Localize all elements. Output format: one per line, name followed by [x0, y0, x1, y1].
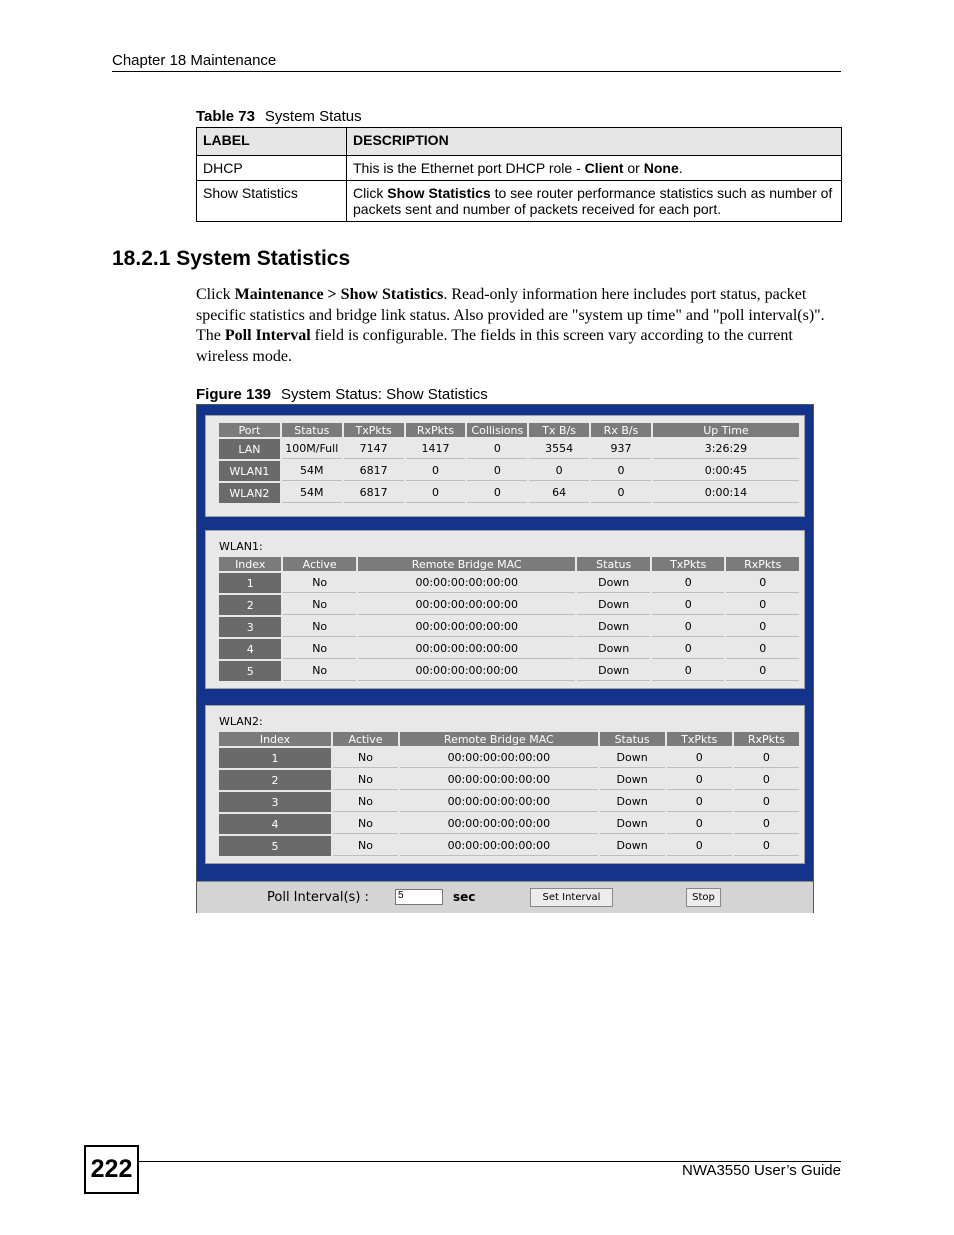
- port-stats-cell: 6817: [344, 483, 404, 503]
- row-description: [347, 156, 842, 181]
- port-stats-cell: 100M/Full: [282, 439, 342, 459]
- desc-text: This is the Ethernet port DHCP role -: [353, 160, 585, 176]
- wlan2-row-header: 4: [219, 814, 331, 834]
- table-row: [219, 573, 799, 593]
- wlan1-cell: No: [283, 661, 356, 681]
- wlan2-col-header: RxPkts: [734, 732, 799, 746]
- wlan1-cell: Down: [577, 661, 650, 681]
- port-stats-col-header: Rx B/s: [591, 423, 651, 437]
- poll-interval-label: Poll Interval(s) :: [267, 890, 369, 905]
- wlan2-col-header: Status: [600, 732, 665, 746]
- wlan1-cell: 0: [652, 617, 725, 637]
- section-title: 18.2.1 System Statistics: [112, 247, 351, 270]
- wlan1-row-header: 2: [219, 595, 281, 615]
- table-row: [219, 595, 799, 615]
- desc-text: or: [623, 160, 644, 176]
- para-bold: Maintenance > Show Statistics: [234, 286, 444, 303]
- port-stats-cell: 0: [467, 461, 527, 481]
- wlan1-cell: 0: [726, 639, 799, 659]
- wlan2-cell: 0: [667, 792, 732, 812]
- port-stats-cell: 0: [529, 461, 589, 481]
- wlan2-cell: No: [333, 836, 398, 856]
- desc-text: Click: [353, 185, 388, 201]
- para-bold: Poll Interval: [224, 327, 311, 344]
- wlan2-label: WLAN2:: [219, 715, 263, 728]
- desc-bold: None: [643, 160, 679, 176]
- wlan1-col-header: Active: [283, 557, 356, 571]
- wlan2-cell: 0: [667, 748, 732, 768]
- wlan1-cell: Down: [577, 573, 650, 593]
- port-stats-col-header: Port: [219, 423, 280, 437]
- wlan2-cell: 00:00:00:00:00:00: [400, 748, 597, 768]
- wlan2-cell: Down: [600, 792, 665, 812]
- header-rule: [112, 71, 841, 72]
- port-stats-cell: 0: [406, 461, 466, 481]
- table-row: [197, 156, 842, 181]
- port-stats-cell: 3:26:29: [653, 439, 799, 459]
- port-stats-col-header: Status: [282, 423, 342, 437]
- wlan1-cell: No: [283, 617, 356, 637]
- table-row: [219, 483, 799, 503]
- wlan1-label: WLAN1:: [219, 540, 263, 553]
- figure-caption-number: Figure 139: [196, 386, 272, 403]
- port-stats-table: [217, 421, 801, 505]
- port-stats-cell: 937: [591, 439, 651, 459]
- wlan1-cell: No: [283, 573, 356, 593]
- table-caption-number: Table 73: [196, 108, 255, 125]
- row-description: [347, 181, 842, 222]
- para-text: Click: [196, 286, 235, 303]
- port-stats-col-header: Tx B/s: [529, 423, 589, 437]
- port-stats-header-row: [219, 423, 799, 437]
- wlan1-panel: [205, 530, 805, 689]
- port-stats-cell: 3554: [529, 439, 589, 459]
- port-stats-row-header: WLAN2: [219, 483, 280, 503]
- wlan2-cell: 00:00:00:00:00:00: [400, 770, 597, 790]
- table-row: [219, 439, 799, 459]
- port-stats-cell: 6817: [344, 461, 404, 481]
- table-row: [219, 461, 799, 481]
- port-stats-row-header: WLAN1: [219, 461, 280, 481]
- port-stats-col-header: Collisions: [467, 423, 527, 437]
- desc-text: to see router performance statistics such as number of packets sent and number of packets received for each port.: [353, 185, 833, 217]
- wlan2-header-row: [219, 732, 799, 746]
- wlan1-col-header: RxPkts: [726, 557, 799, 571]
- wlan1-cell: 0: [726, 595, 799, 615]
- wlan2-cell: 0: [734, 792, 799, 812]
- wlan1-col-header: Remote Bridge MAC: [358, 557, 576, 571]
- port-stats-cell: 0: [591, 461, 651, 481]
- poll-unit-label: sec: [453, 890, 476, 904]
- col-description-header: DESCRIPTION: [347, 128, 842, 156]
- port-stats-cell: 0: [467, 483, 527, 503]
- wlan2-cell: 0: [734, 748, 799, 768]
- wlan1-row-header: 5: [219, 661, 281, 681]
- system-status-table: [196, 127, 842, 222]
- wlan1-cell: 0: [652, 661, 725, 681]
- wlan1-cell: 0: [652, 595, 725, 615]
- wlan1-row-header: 3: [219, 617, 281, 637]
- wlan2-cell: 00:00:00:00:00:00: [400, 836, 597, 856]
- port-stats-col-header: TxPkts: [344, 423, 404, 437]
- row-label: DHCP: [197, 156, 347, 181]
- port-stats-cell: 0:00:14: [653, 483, 799, 503]
- wlan1-row-header: 4: [219, 639, 281, 659]
- wlan1-cell: 0: [726, 661, 799, 681]
- wlan1-cell: 00:00:00:00:00:00: [358, 617, 576, 637]
- wlan2-bridge-table: [217, 730, 801, 858]
- figure-caption: [196, 386, 488, 403]
- table-row: [219, 814, 799, 834]
- wlan2-cell: 0: [734, 770, 799, 790]
- table-caption-title: System Status: [264, 108, 362, 125]
- wlan2-cell: Down: [600, 814, 665, 834]
- wlan2-row-header: 2: [219, 770, 331, 790]
- show-statistics-screenshot: [196, 404, 814, 913]
- table-row: [219, 661, 799, 681]
- wlan1-cell: 00:00:00:00:00:00: [358, 639, 576, 659]
- set-interval-button[interactable]: Set Interval: [530, 888, 613, 907]
- wlan2-cell: No: [333, 770, 398, 790]
- wlan2-cell: No: [333, 792, 398, 812]
- wlan1-col-header: Index: [219, 557, 281, 571]
- row-label: Show Statistics: [197, 181, 347, 222]
- wlan1-cell: No: [283, 639, 356, 659]
- wlan2-row-header: 5: [219, 836, 331, 856]
- port-stats-cell: 0: [406, 483, 466, 503]
- wlan2-cell: No: [333, 814, 398, 834]
- poll-interval-input[interactable]: 5: [395, 889, 443, 905]
- table-row: [219, 748, 799, 768]
- figure-caption-title: System Status: Show Statistics: [281, 386, 488, 403]
- wlan1-cell: Down: [577, 617, 650, 637]
- table-row: [219, 836, 799, 856]
- stop-button[interactable]: Stop: [686, 888, 721, 907]
- wlan2-row-header: 3: [219, 792, 331, 812]
- guide-title: NWA3550 User’s Guide: [682, 1162, 841, 1179]
- table-row: [219, 617, 799, 637]
- table-row: [197, 181, 842, 222]
- wlan2-cell: 0: [667, 836, 732, 856]
- wlan1-header-row: [219, 557, 799, 571]
- port-stats-cell: 7147: [344, 439, 404, 459]
- port-stats-col-header: Up Time: [653, 423, 799, 437]
- table-header-row: [197, 128, 842, 156]
- wlan2-col-header: Active: [333, 732, 398, 746]
- page-number: 222: [84, 1145, 139, 1194]
- port-stats-cell: 1417: [406, 439, 466, 459]
- port-stats-cell: 54M: [282, 461, 342, 481]
- wlan2-cell: Down: [600, 770, 665, 790]
- port-stats-cell: 64: [529, 483, 589, 503]
- col-label-header: LABEL: [197, 128, 347, 156]
- wlan2-cell: 0: [734, 814, 799, 834]
- wlan1-cell: 0: [652, 573, 725, 593]
- desc-bold: Show Statistics: [387, 185, 491, 201]
- wlan2-cell: 0: [734, 836, 799, 856]
- wlan1-cell: Down: [577, 595, 650, 615]
- wlan1-cell: 0: [726, 617, 799, 637]
- wlan2-cell: Down: [600, 836, 665, 856]
- table-caption: [196, 108, 362, 125]
- wlan2-cell: No: [333, 748, 398, 768]
- table-row: [219, 770, 799, 790]
- wlan1-cell: 00:00:00:00:00:00: [358, 661, 576, 681]
- table-row: [219, 792, 799, 812]
- wlan1-col-header: Status: [577, 557, 650, 571]
- wlan2-cell: 0: [667, 770, 732, 790]
- wlan2-col-header: Index: [219, 732, 331, 746]
- port-stats-panel: [205, 415, 805, 517]
- wlan2-row-header: 1: [219, 748, 331, 768]
- wlan1-cell: No: [283, 595, 356, 615]
- wlan1-col-header: TxPkts: [652, 557, 725, 571]
- wlan2-cell: Down: [600, 748, 665, 768]
- table-row: [219, 639, 799, 659]
- port-stats-row-header: LAN: [219, 439, 280, 459]
- wlan2-col-header: Remote Bridge MAC: [400, 732, 597, 746]
- para-text: field is configurable. The fields in this screen vary according to the current wireless mode.: [196, 327, 793, 365]
- wlan2-cell: 0: [667, 814, 732, 834]
- wlan1-cell: 0: [726, 573, 799, 593]
- port-stats-cell: 0: [467, 439, 527, 459]
- wlan1-cell: 00:00:00:00:00:00: [358, 573, 576, 593]
- chapter-header: Chapter 18 Maintenance: [112, 52, 277, 69]
- section-paragraph: [196, 285, 842, 367]
- poll-interval-bar: [197, 881, 813, 913]
- wlan2-cell: 00:00:00:00:00:00: [400, 792, 597, 812]
- wlan1-cell: 0: [652, 639, 725, 659]
- wlan1-cell: 00:00:00:00:00:00: [358, 595, 576, 615]
- wlan1-row-header: 1: [219, 573, 281, 593]
- port-stats-col-header: RxPkts: [406, 423, 466, 437]
- wlan2-panel: [205, 705, 805, 864]
- desc-text: .: [678, 160, 683, 176]
- para-text: . Read-only information here includes port status, packet specific statistics and bridge link status. Also provided are "system up time" and "poll interval(s)". The: [196, 286, 825, 344]
- port-stats-cell: 0:00:45: [653, 461, 799, 481]
- port-stats-cell: 54M: [282, 483, 342, 503]
- port-stats-cell: 0: [591, 483, 651, 503]
- wlan2-col-header: TxPkts: [667, 732, 732, 746]
- wlan2-cell: 00:00:00:00:00:00: [400, 814, 597, 834]
- wlan1-cell: Down: [577, 639, 650, 659]
- wlan1-bridge-table: [217, 555, 801, 683]
- desc-bold: Client: [584, 160, 624, 176]
